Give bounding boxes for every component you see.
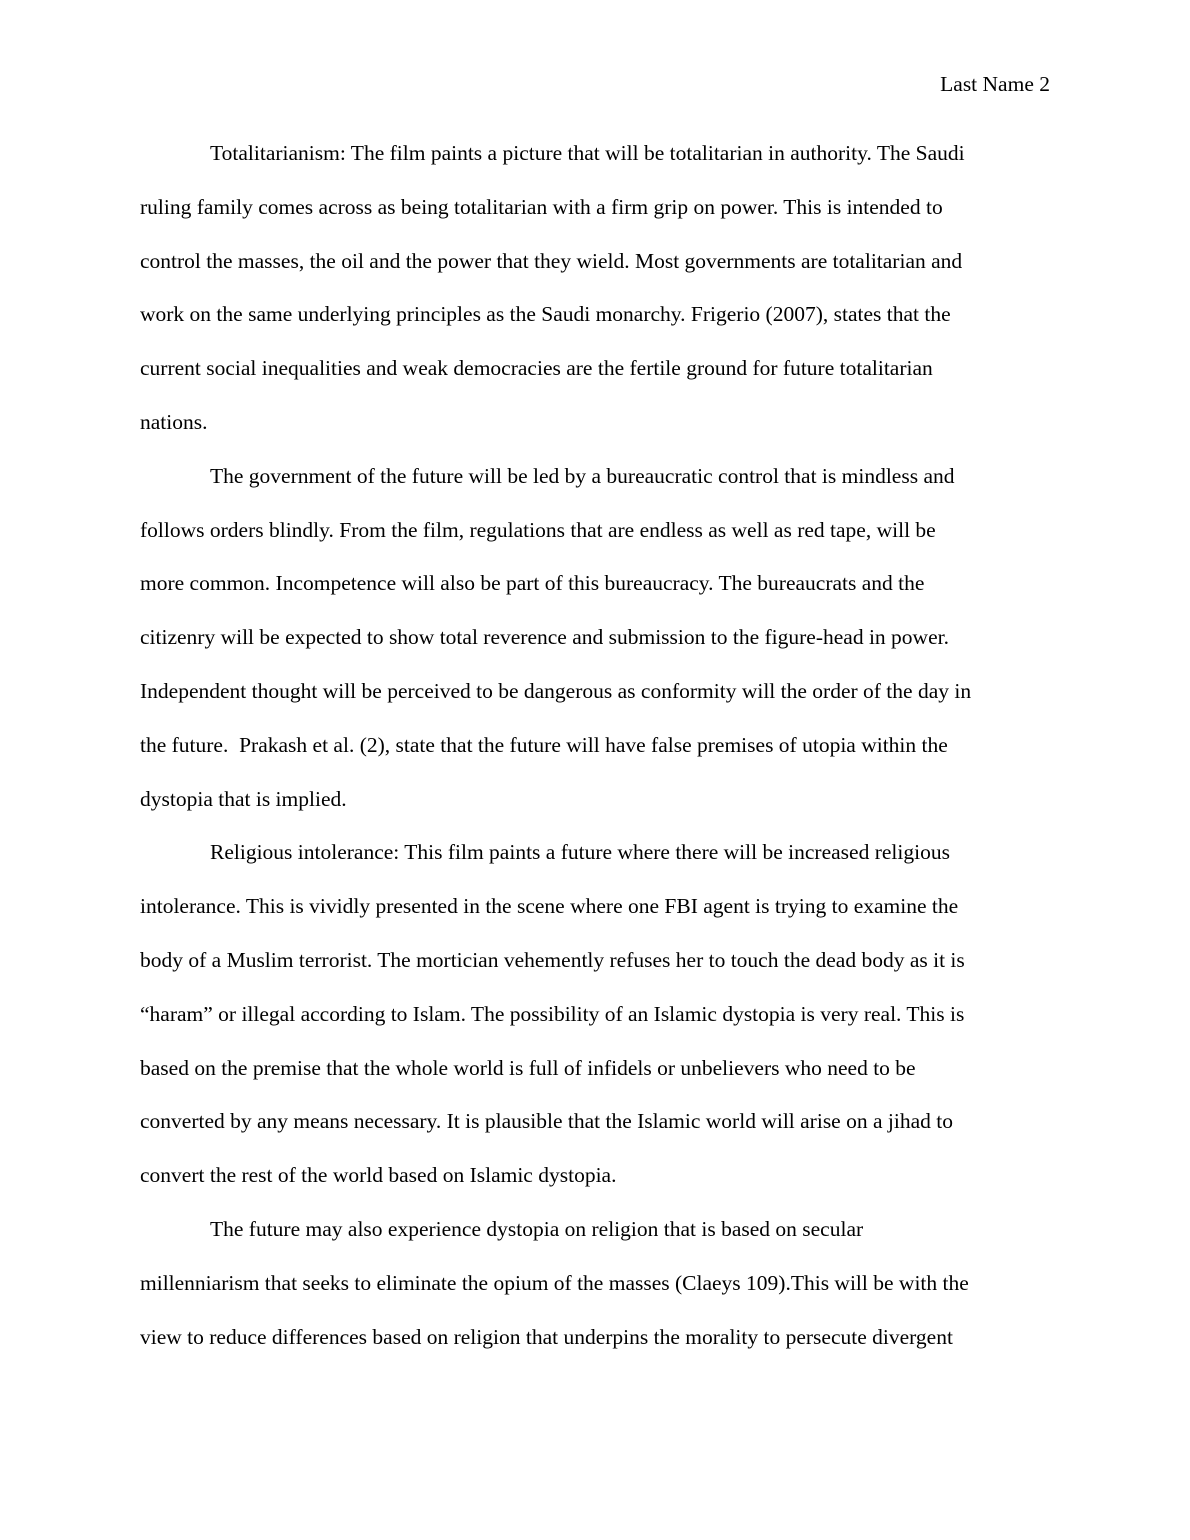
paragraph-line: The government of the future will be led by a bureaucratic control that is mindless and [210, 463, 955, 488]
paragraph-religious-intolerance [140, 826, 1050, 1203]
paragraph-line: converted by any means necessary. It is plausible that the Islamic world will arise on a jihad to [140, 1109, 953, 1134]
paragraph-bureaucracy [140, 450, 1050, 827]
paragraph-line: nations. [140, 409, 208, 434]
paragraph-line: dystopia that is implied. [140, 786, 347, 811]
paragraph-line: control the masses, the oil and the power that they wield. Most governments are totalitarian and [140, 248, 963, 273]
paragraph-line: Totalitarianism: The film paints a picture that will be totalitarian in authority. The Saudi [210, 141, 965, 165]
paragraph-totalitarianism [140, 127, 1050, 450]
paragraph-line: Independent thought will be perceived to be dangerous as conformity will the order of the day in [140, 678, 972, 703]
paragraph-line: current social inequalities and weak democracies are the fertile ground for future totalitarian [140, 356, 933, 381]
running-head: Last Name 2 [940, 72, 1050, 96]
paragraph-secular-millenniarism [140, 1203, 1050, 1364]
paragraph-line: millenniarism that seeks to eliminate the opium of the masses (Claeys 109).This will be with the [140, 1270, 969, 1295]
paragraph-line: ruling family comes across as being totalitarian with a firm grip on power. This is intended to [140, 194, 943, 219]
paragraph-line: the future. Prakash et al. (2), state that the future will have false premises of utopia within the [140, 732, 948, 757]
paragraph-line: based on the premise that the whole world is full of infidels or unbelievers who need to be [140, 1055, 916, 1080]
paragraph-line: more common. Incompetence will also be part of this bureaucracy. The bureaucrats and the [140, 571, 925, 596]
paragraph-line: follows orders blindly. From the film, regulations that are endless as well as red tape, will be [140, 517, 936, 542]
paragraph-line: “haram” or illegal according to Islam. The possibility of an Islamic dystopia is very real. This is [140, 1001, 965, 1026]
paragraph-line: citizenry will be expected to show total reverence and submission to the figure-head in power. [140, 625, 949, 650]
paragraph-line: intolerance. This is vividly presented in the scene where one FBI agent is trying to examine the [140, 894, 959, 919]
paragraph-line: work on the same underlying principles as the Saudi monarchy. Frigerio (2007), states that the [140, 302, 951, 327]
paragraph-line: convert the rest of the world based on Islamic dystopia. [140, 1163, 617, 1188]
paragraph-line: Religious intolerance: This film paints a future where there will be increased religious [210, 840, 950, 865]
body-text [140, 127, 1050, 1364]
paragraph-line: The future may also experience dystopia on religion that is based on secular [210, 1216, 864, 1241]
paragraph-line: view to reduce differences based on religion that underpins the morality to persecute divergent [140, 1324, 953, 1349]
paragraph-line: body of a Muslim terrorist. The mortician vehemently refuses her to touch the dead body as it is [140, 947, 965, 972]
